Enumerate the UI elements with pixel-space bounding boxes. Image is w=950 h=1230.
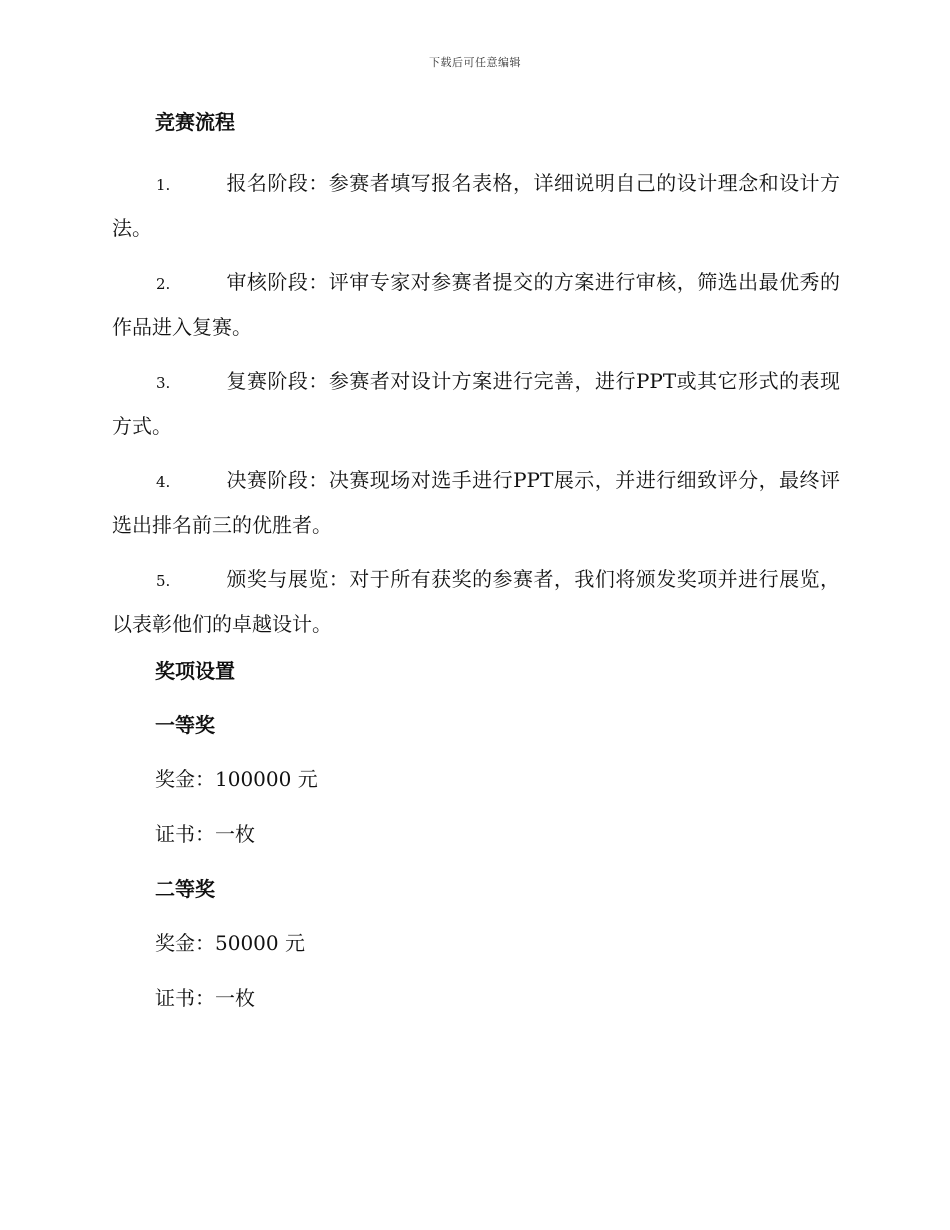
list-item-number: 3. — [156, 374, 171, 392]
list-item-text: 颁奖与展览：对于所有获奖的参赛者，我们将颁发奖项并进行展览，以表彰他们的卓越设计。 — [112, 567, 840, 636]
list-item-number: 4. — [156, 473, 171, 491]
list-item-number: 2. — [156, 275, 171, 293]
list-item-text: 审核阶段：评审专家对参赛者提交的方案进行审核，筛选出最优秀的作品进入复赛。 — [112, 270, 840, 339]
list-item-number: 5. — [156, 572, 171, 590]
award-title-first: 一等奖 — [155, 713, 215, 737]
document-content — [112, 108, 840, 1039]
section-title-process: 竞赛流程 — [155, 110, 235, 134]
award-certificate-first: 证书：一枚 — [155, 822, 255, 846]
list-item — [112, 360, 840, 448]
section-title-awards: 奖项设置 — [155, 659, 235, 683]
list-item-number: 1. — [156, 176, 171, 194]
list-item — [112, 459, 840, 547]
list-item — [112, 261, 840, 349]
award-title-second: 二等奖 — [155, 877, 215, 901]
list-item — [112, 162, 840, 250]
list-item-text: 复赛阶段：参赛者对设计方案进行完善，进行PPT或其它形式的表现方式。 — [112, 369, 840, 438]
award-certificate-second: 证书：一枚 — [155, 986, 255, 1010]
list-item — [112, 558, 840, 646]
award-prize-first: 奖金：100000 元 — [155, 767, 318, 791]
award-prize-second: 奖金：50000 元 — [155, 931, 305, 955]
list-item-text: 报名阶段：参赛者填写报名表格，详细说明自己的设计理念和设计方法。 — [112, 171, 840, 240]
header-note: 下载后可任意编辑 — [429, 56, 521, 69]
list-item-text: 决赛阶段：决赛现场对选手进行PPT展示，并进行细致评分，最终评选出排名前三的优胜者。 — [112, 468, 840, 537]
